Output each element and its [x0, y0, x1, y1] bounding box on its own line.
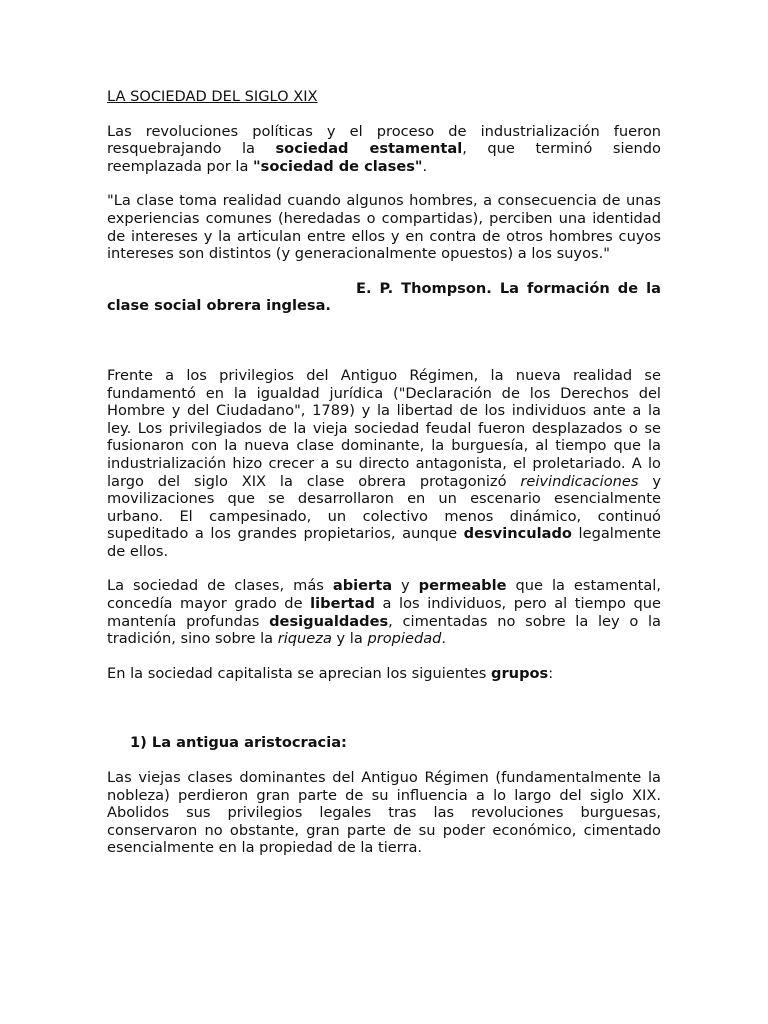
- clases-text-2: y: [392, 577, 419, 595]
- intro-bold-2: "sociedad de clases": [253, 157, 423, 175]
- clases-italic-2: propiedad: [367, 630, 442, 648]
- grupos-text-2: :: [548, 664, 554, 682]
- regimen-paragraph: [107, 367, 661, 561]
- section-heading-aristocracia: 1) La antigua aristocracia:: [130, 734, 347, 752]
- clases-text-1: La sociedad de clases, más: [107, 577, 333, 595]
- regimen-bold-1: desvinculado: [463, 525, 572, 543]
- clases-text-7: .: [441, 630, 447, 648]
- intro-text-3: .: [422, 157, 428, 175]
- grupos-text-1: En la sociedad capitalista se aprecian los siguientes: [107, 664, 492, 682]
- document-title: LA SOCIEDAD DEL SIGLO XIX: [107, 88, 318, 105]
- regimen-text-3: legalmente de ellos.: [107, 525, 661, 560]
- clases-bold-1: abierta: [332, 577, 393, 595]
- clases-text-5: , cimentadas no sobre la ley o la tradición, sino sobre la: [107, 612, 662, 648]
- clases-paragraph: [107, 577, 661, 647]
- thompson-quote: "La clase toma realidad cuando algunos hombres, a consecuencia de unas experiencias comunes (heredadas o compartidas), perciben una identidad de intereses y la articulan entre ellos y en contra de otros hombres cuyos intereses son distintos (y generacionalmente opuestos) a los suyos.": [107, 192, 661, 263]
- grupos-bold-1: grupos: [491, 664, 549, 682]
- regimen-italic-1: reivindicaciones: [520, 472, 639, 490]
- clases-text-6: y la: [331, 630, 368, 648]
- quote-source: E. P. Thompson. La formación de la clase social obrera inglesa.: [107, 279, 661, 315]
- clases-text-4: a los individuos, pero al tiempo que mantenía profundas: [107, 595, 661, 630]
- aristocracia-paragraph: Las viejas clases dominantes del Antiguo Régimen (fundamentalmente la nobleza) perdieron gran parte de su influencia a lo largo del siglo XIX. Abolidos sus privilegios legales tras las revoluciones burguesas, conservaron no obstante, gran parte de su poder económico, cimentado esencialmente en la propiedad de la tierra.: [107, 769, 661, 857]
- intro-bold-1: sociedad estamental: [275, 140, 463, 158]
- regimen-text-1: Frente a los privilegios del Antiguo Régimen, la nueva realidad se fundamentó en la igualdad jurídica ("Declaración de los Derechos del Hombre y del Ciudadano", 1789) y la libertad de los individuos ante a la ley. Los privilegiados de la vieja sociedad feudal fueron desplazados o se fusionaron con la nueva clase dominante, la burguesía, al tiempo que la industrialización hizo crecer a su directo antagonista, el proletariado. A lo largo del siglo XIX la clase obrera protagonizó: [107, 366, 661, 490]
- intro-paragraph: [107, 123, 661, 176]
- clases-bold-4: desigualdades: [269, 612, 389, 630]
- clases-italic-1: riqueza: [277, 630, 332, 648]
- spacer: [107, 315, 661, 367]
- clases-bold-2: permeable: [418, 577, 507, 595]
- regimen-text-2: y movilizaciones que se desarrollaron en un escenario esencialmente urbano. El campesinado, un colectivo menos dinámico, continuó supeditado a los grandes propietarios, aunque: [107, 472, 662, 543]
- clases-text-3: que la estamental, concedía mayor grado de: [107, 577, 661, 613]
- clases-bold-3: libertad: [310, 595, 375, 613]
- intro-text-1: Las revoluciones políticas y el proceso de industrialización fueron resquebrajando la: [107, 122, 661, 158]
- spacer: [107, 699, 661, 734]
- document-page: [107, 88, 661, 874]
- grupos-paragraph: [107, 665, 661, 683]
- intro-text-2: , que terminó siendo reemplazada por la: [107, 140, 661, 175]
